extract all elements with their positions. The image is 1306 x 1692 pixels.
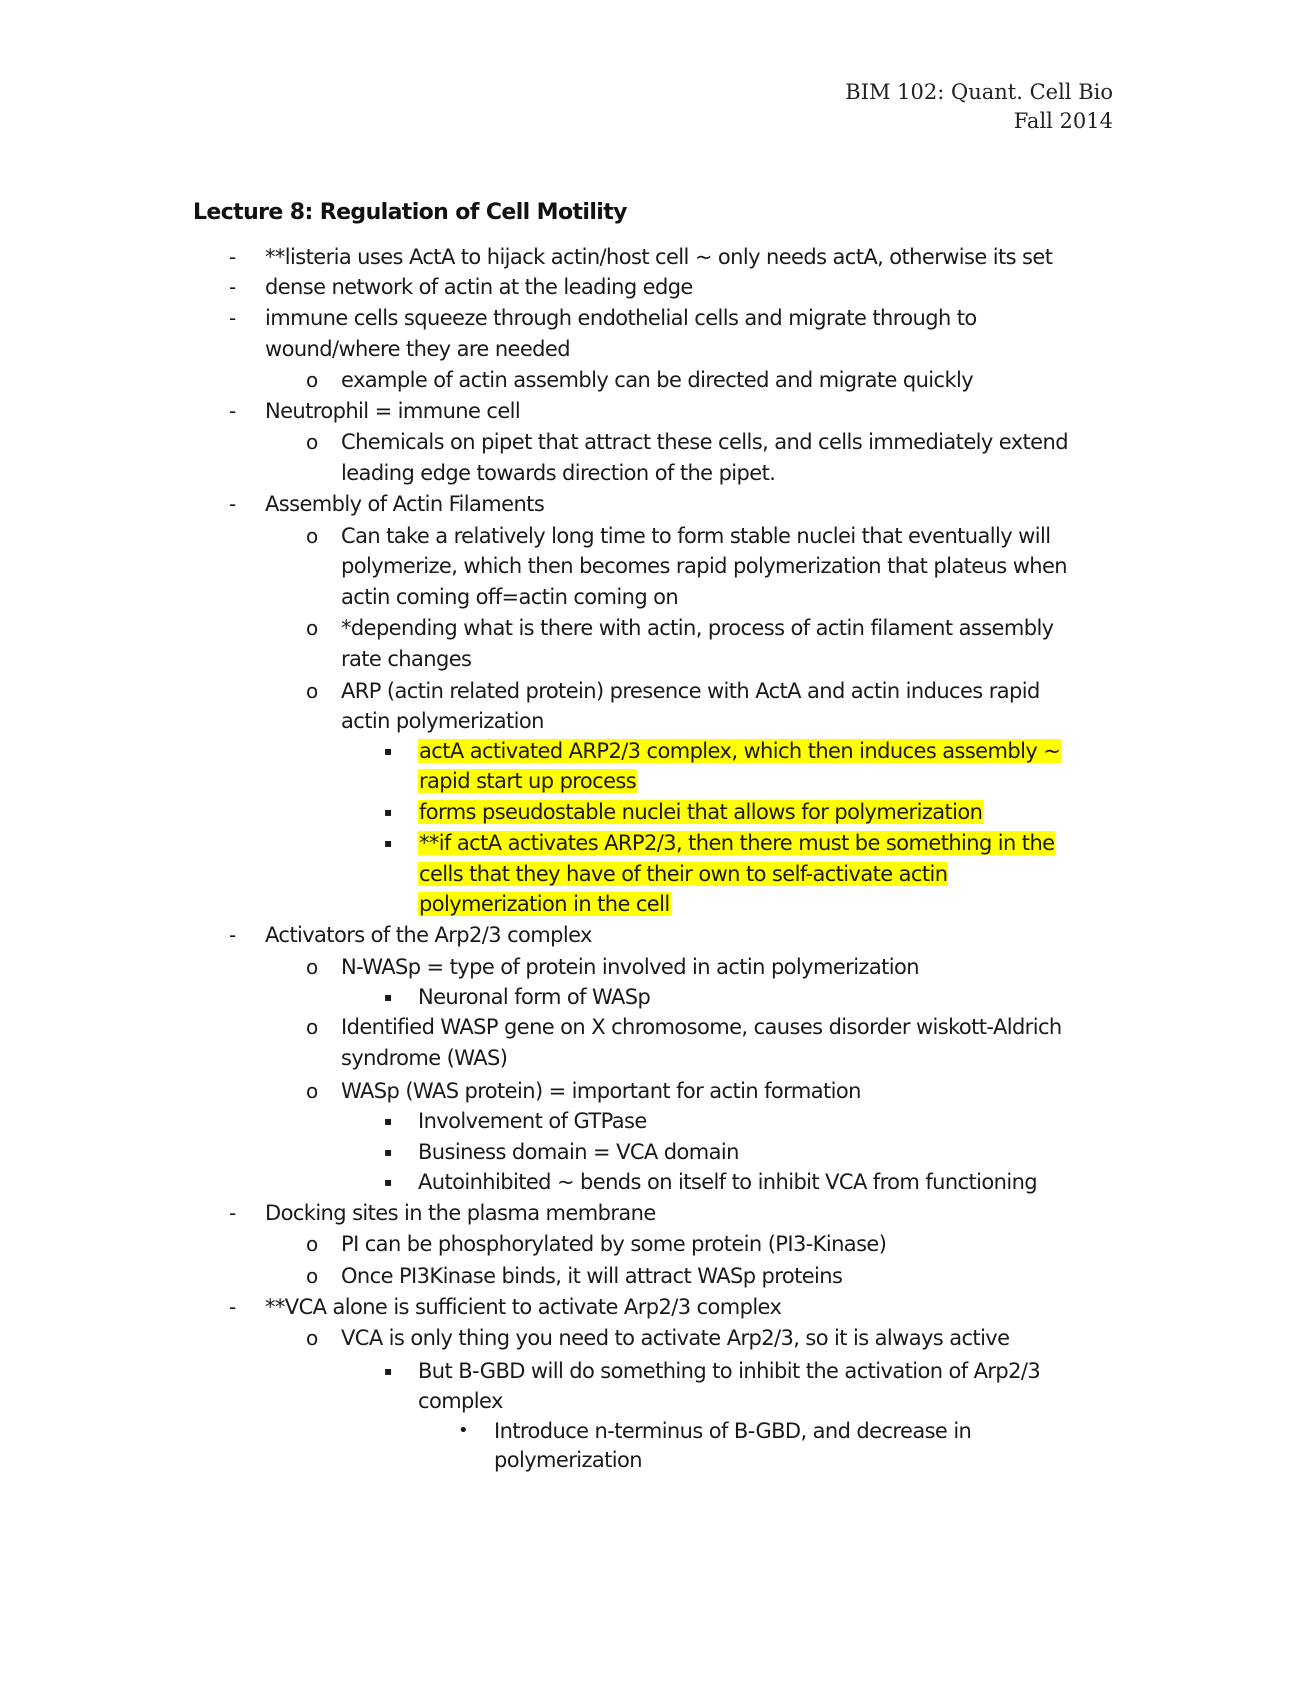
list-marker: -: [229, 1201, 237, 1225]
note-line: [418, 889, 671, 919]
note-line: polymerization: [494, 1448, 643, 1472]
list-marker: ▪: [384, 805, 393, 819]
list-marker: o: [306, 1326, 319, 1350]
list-marker: -: [229, 245, 237, 269]
note-line: [418, 797, 983, 827]
list-marker: o: [306, 1232, 319, 1256]
note-line: Assembly of Actin Filaments: [265, 492, 545, 516]
list-marker: o: [306, 616, 319, 640]
note-line: Neutrophil = immune cell: [265, 399, 521, 423]
list-marker: -: [229, 275, 237, 299]
note-line: example of actin assembly can be directed and migrate quickly: [341, 368, 974, 392]
note-line: Docking sites in the plasma membrane: [265, 1201, 656, 1225]
list-marker: ▪: [384, 836, 393, 850]
note-line: actin coming off=actin coming on: [341, 585, 679, 609]
note-line: *depending what is there with actin, process of actin filament assembly: [341, 616, 1054, 640]
note-line: Involvement of GTPase: [418, 1109, 647, 1133]
highlighted-text: forms pseudostable nuclei that allows for polymerization: [419, 800, 983, 824]
list-marker: ▪: [384, 1145, 393, 1159]
highlighted-text: **if actA activates ARP2/3, then there must be something in the: [419, 831, 1055, 855]
note-line: Neuronal form of WASp: [418, 985, 651, 1009]
list-marker: ▪: [384, 1364, 393, 1378]
document-header: [845, 78, 1113, 136]
note-line: [418, 766, 637, 796]
note-line: syndrome (WAS): [341, 1046, 508, 1070]
list-marker: o: [306, 679, 319, 703]
note-line: Identified WASP gene on X chromosome, causes disorder wiskott-Aldrich: [341, 1015, 1062, 1039]
note-line: But B-GBD will do something to inhibit the activation of Arp2/3: [418, 1359, 1041, 1383]
list-marker: o: [306, 955, 319, 979]
course-name: BIM 102: Quant. Cell Bio: [845, 80, 1113, 104]
note-line: WASp (WAS protein) = important for actin formation: [341, 1079, 861, 1103]
list-marker: o: [306, 1015, 319, 1039]
list-marker: ▪: [384, 1175, 393, 1189]
highlighted-text: actA activated ARP2/3 complex, which then induces assembly ~: [419, 739, 1061, 763]
list-marker: -: [229, 399, 237, 423]
note-line: **VCA alone is sufficient to activate Arp2/3 complex: [265, 1295, 782, 1319]
note-line: Once PI3Kinase binds, it will attract WASp proteins: [341, 1264, 843, 1288]
lecture-title: Lecture 8: Regulation of Cell Motility: [193, 200, 627, 225]
note-line: immune cells squeeze through endothelial cells and migrate through to: [265, 306, 977, 330]
list-marker: •: [458, 1420, 469, 1441]
list-marker: ▪: [384, 1114, 393, 1128]
list-marker: -: [229, 1295, 237, 1319]
note-line: Autoinhibited ~ bends on itself to inhibit VCA from functioning: [418, 1170, 1038, 1194]
note-line: leading edge towards direction of the pipet.: [341, 461, 776, 485]
list-marker: -: [229, 306, 237, 330]
highlighted-text: polymerization in the cell: [419, 892, 670, 916]
note-line: **listeria uses ActA to hijack actin/host cell ~ only needs actA, otherwise its set: [265, 245, 1053, 269]
note-line: actin polymerization: [341, 709, 544, 733]
note-line: wound/where they are needed: [265, 337, 570, 361]
note-line: complex: [418, 1389, 503, 1413]
note-line: PI can be phosphorylated by some protein (PI3-Kinase): [341, 1232, 887, 1256]
note-line: Activators of the Arp2/3 complex: [265, 923, 592, 947]
list-marker: o: [306, 1079, 319, 1103]
note-line: [418, 736, 1061, 766]
note-line: N-WASp = type of protein involved in actin polymerization: [341, 955, 919, 979]
note-line: Business domain = VCA domain: [418, 1140, 739, 1164]
note-line: [418, 859, 948, 889]
list-marker: -: [229, 492, 237, 516]
note-line: ARP (actin related protein) presence with ActA and actin induces rapid: [341, 679, 1040, 703]
note-line: polymerize, which then becomes rapid polymerization that plateus when: [341, 554, 1068, 578]
list-marker: o: [306, 1264, 319, 1288]
list-marker: -: [229, 923, 237, 947]
list-marker: ▪: [384, 744, 393, 758]
note-line: Introduce n-terminus of B-GBD, and decrease in: [494, 1419, 972, 1443]
list-marker: o: [306, 524, 319, 548]
note-line: VCA is only thing you need to activate Arp2/3, so it is always active: [341, 1326, 1010, 1350]
list-marker: o: [306, 368, 319, 392]
list-marker: ▪: [384, 990, 393, 1004]
note-line: rate changes: [341, 647, 472, 671]
note-line: dense network of actin at the leading edge: [265, 275, 693, 299]
term: Fall 2014: [1013, 109, 1113, 133]
highlighted-text: rapid start up process: [419, 769, 637, 793]
note-line: [418, 828, 1055, 858]
note-line: Can take a relatively long time to form stable nuclei that eventually will: [341, 524, 1051, 548]
highlighted-text: cells that they have of their own to self-activate actin: [419, 862, 948, 886]
note-line: Chemicals on pipet that attract these cells, and cells immediately extend: [341, 430, 1068, 454]
list-marker: o: [306, 430, 319, 454]
